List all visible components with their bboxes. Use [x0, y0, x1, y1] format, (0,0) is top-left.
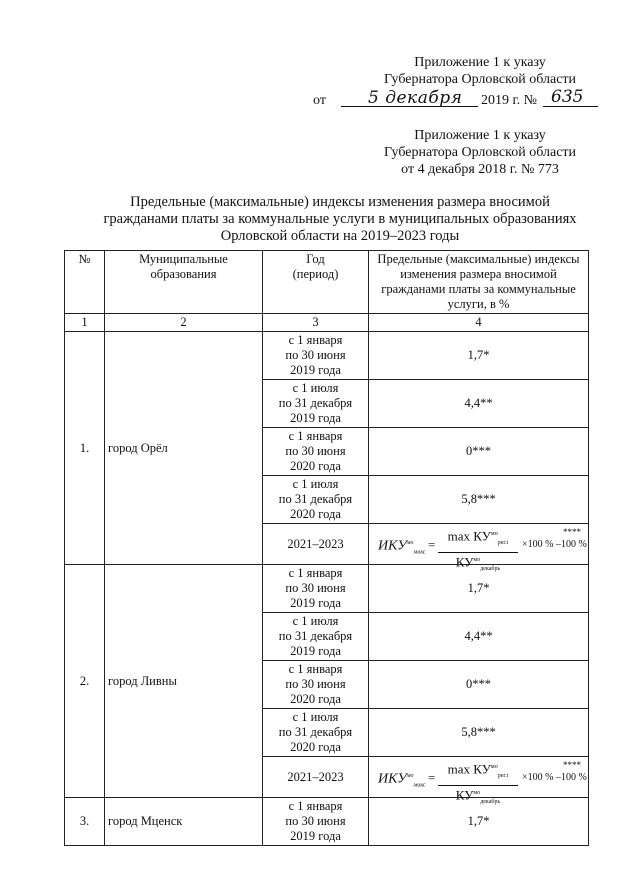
column-number: 2 — [105, 314, 263, 332]
title-line: Предельные (максимальные) индексы изменения размера вносимой — [130, 194, 550, 210]
handwritten-date: 5 декабря — [368, 88, 463, 108]
previous-appendix-header — [360, 127, 600, 178]
index-value: 5,8*** — [369, 709, 589, 757]
formula-tail: ×100 % –100 % — [522, 772, 587, 783]
header-municipality: Муниципальные образования — [105, 251, 263, 314]
period-line: по 30 июня — [285, 348, 346, 362]
period-line: по 30 июня — [285, 677, 346, 691]
table-header-row — [65, 251, 589, 314]
column-number: 3 — [263, 314, 369, 332]
decree-date-line — [313, 87, 603, 112]
appendix-line: от 4 декабря 2018 г. № 773 — [401, 162, 559, 177]
period-line: 2020 года — [290, 507, 341, 521]
period-line: по 31 декабря — [278, 396, 353, 410]
period-line: 2019 года — [290, 596, 341, 610]
formula-equals: = — [428, 770, 436, 785]
index-formula — [372, 758, 587, 805]
period-line: с 1 июля — [292, 614, 339, 628]
formula-footnote-mark: **** — [563, 760, 581, 770]
period-cell: 2021–2023 — [263, 524, 369, 565]
period-cell — [263, 798, 369, 846]
period-line: с 1 июля — [292, 381, 339, 395]
index-value: 1,7* — [369, 798, 589, 846]
title-line: Орловской области на 2019–2023 годы — [220, 228, 460, 244]
row-number: 2. — [65, 565, 105, 798]
column-number: 4 — [369, 314, 589, 332]
period-line: с 1 января — [288, 566, 343, 580]
period-line: по 31 декабря — [278, 629, 353, 643]
header-period — [263, 251, 369, 314]
municipality-name: город Ливны — [105, 565, 263, 798]
formula-cell — [369, 524, 589, 572]
period-line: с 1 января — [288, 799, 343, 813]
handwritten-number: 635 — [551, 87, 584, 107]
period-cell — [263, 709, 369, 757]
column-number: 1 — [65, 314, 105, 332]
appendix-line: Губернатора Орловской области — [383, 72, 577, 87]
period-line: 2019 года — [290, 644, 341, 658]
period-cell — [263, 380, 369, 428]
index-value: 4,4** — [369, 380, 589, 428]
period-line: по 31 декабря — [278, 492, 353, 506]
title-line: гражданами платы за коммунальные услуги в муниципальных образованиях — [103, 211, 577, 227]
header-period-line: Год — [306, 252, 325, 266]
index-value: 1,7* — [369, 332, 589, 380]
period-line: 2019 года — [290, 829, 341, 843]
appendix-line: Губернатора Орловской области — [383, 145, 577, 160]
period-line: 2020 года — [290, 692, 341, 706]
period-line: 2020 года — [290, 459, 341, 473]
formula-cell — [369, 757, 589, 805]
formula-lhs: $ИКУ^{мо}_{макс}$ — [378, 538, 426, 556]
period-line: 2019 года — [290, 363, 341, 377]
index-value: 5,8*** — [369, 476, 589, 524]
municipality-name: город Орёл — [105, 332, 263, 565]
formula-tail: ×100 % –100 % — [522, 539, 587, 550]
period-cell — [263, 428, 369, 476]
period-line: по 30 июня — [285, 581, 346, 595]
period-line: с 1 января — [288, 662, 343, 676]
header-index: Предельные (максимальные) индексы изменения размера вносимой гражданами платы за коммунальные услуги, в % — [369, 251, 589, 314]
date-prefix: от — [313, 93, 326, 108]
row-number: 1. — [65, 332, 105, 565]
document-title — [90, 194, 590, 245]
period-line: по 30 июня — [285, 444, 346, 458]
formula-fraction: $\max КУ^{мо}_{рег.i}$ $КУ^{мо}_{декабрь}$ — [438, 527, 518, 577]
row-number: 3. — [65, 798, 105, 846]
period-line: по 31 декабря — [278, 725, 353, 739]
municipality-name: город Мценск — [105, 798, 263, 846]
period-line: по 30 июня — [285, 814, 346, 828]
appendix-line: Приложение 1 к указу — [414, 55, 546, 70]
index-value: 0*** — [369, 661, 589, 709]
date-year: 2019 г. № — [481, 93, 538, 108]
period-cell: 2021–2023 — [263, 757, 369, 798]
period-cell — [263, 661, 369, 709]
period-line: с 1 июля — [292, 710, 339, 724]
header-number: № — [65, 251, 105, 314]
period-cell — [263, 476, 369, 524]
index-value: 0*** — [369, 428, 589, 476]
period-line: с 1 июля — [292, 477, 339, 491]
period-line: с 1 января — [288, 333, 343, 347]
period-cell — [263, 332, 369, 380]
index-formula — [372, 525, 587, 572]
appendix-line: Приложение 1 к указу — [414, 128, 546, 143]
period-line: 2020 года — [290, 740, 341, 754]
header-period-line: (период) — [292, 267, 339, 281]
period-line: с 1 января — [288, 429, 343, 443]
appendix-header — [360, 54, 600, 88]
period-cell — [263, 565, 369, 613]
table-row — [65, 332, 589, 380]
column-numbers-row — [65, 314, 589, 332]
period-line: 2019 года — [290, 411, 341, 425]
formula-equals: = — [428, 537, 436, 552]
indices-table — [64, 250, 589, 846]
index-value: 1,7* — [369, 565, 589, 613]
period-cell — [263, 613, 369, 661]
formula-footnote-mark: **** — [563, 527, 581, 537]
formula-fraction: $\max КУ^{мо}_{рег.i}$ $КУ^{мо}_{декабрь}$ — [438, 760, 518, 810]
index-value: 4,4** — [369, 613, 589, 661]
formula-lhs: $ИКУ^{мо}_{макс}$ — [378, 771, 426, 789]
